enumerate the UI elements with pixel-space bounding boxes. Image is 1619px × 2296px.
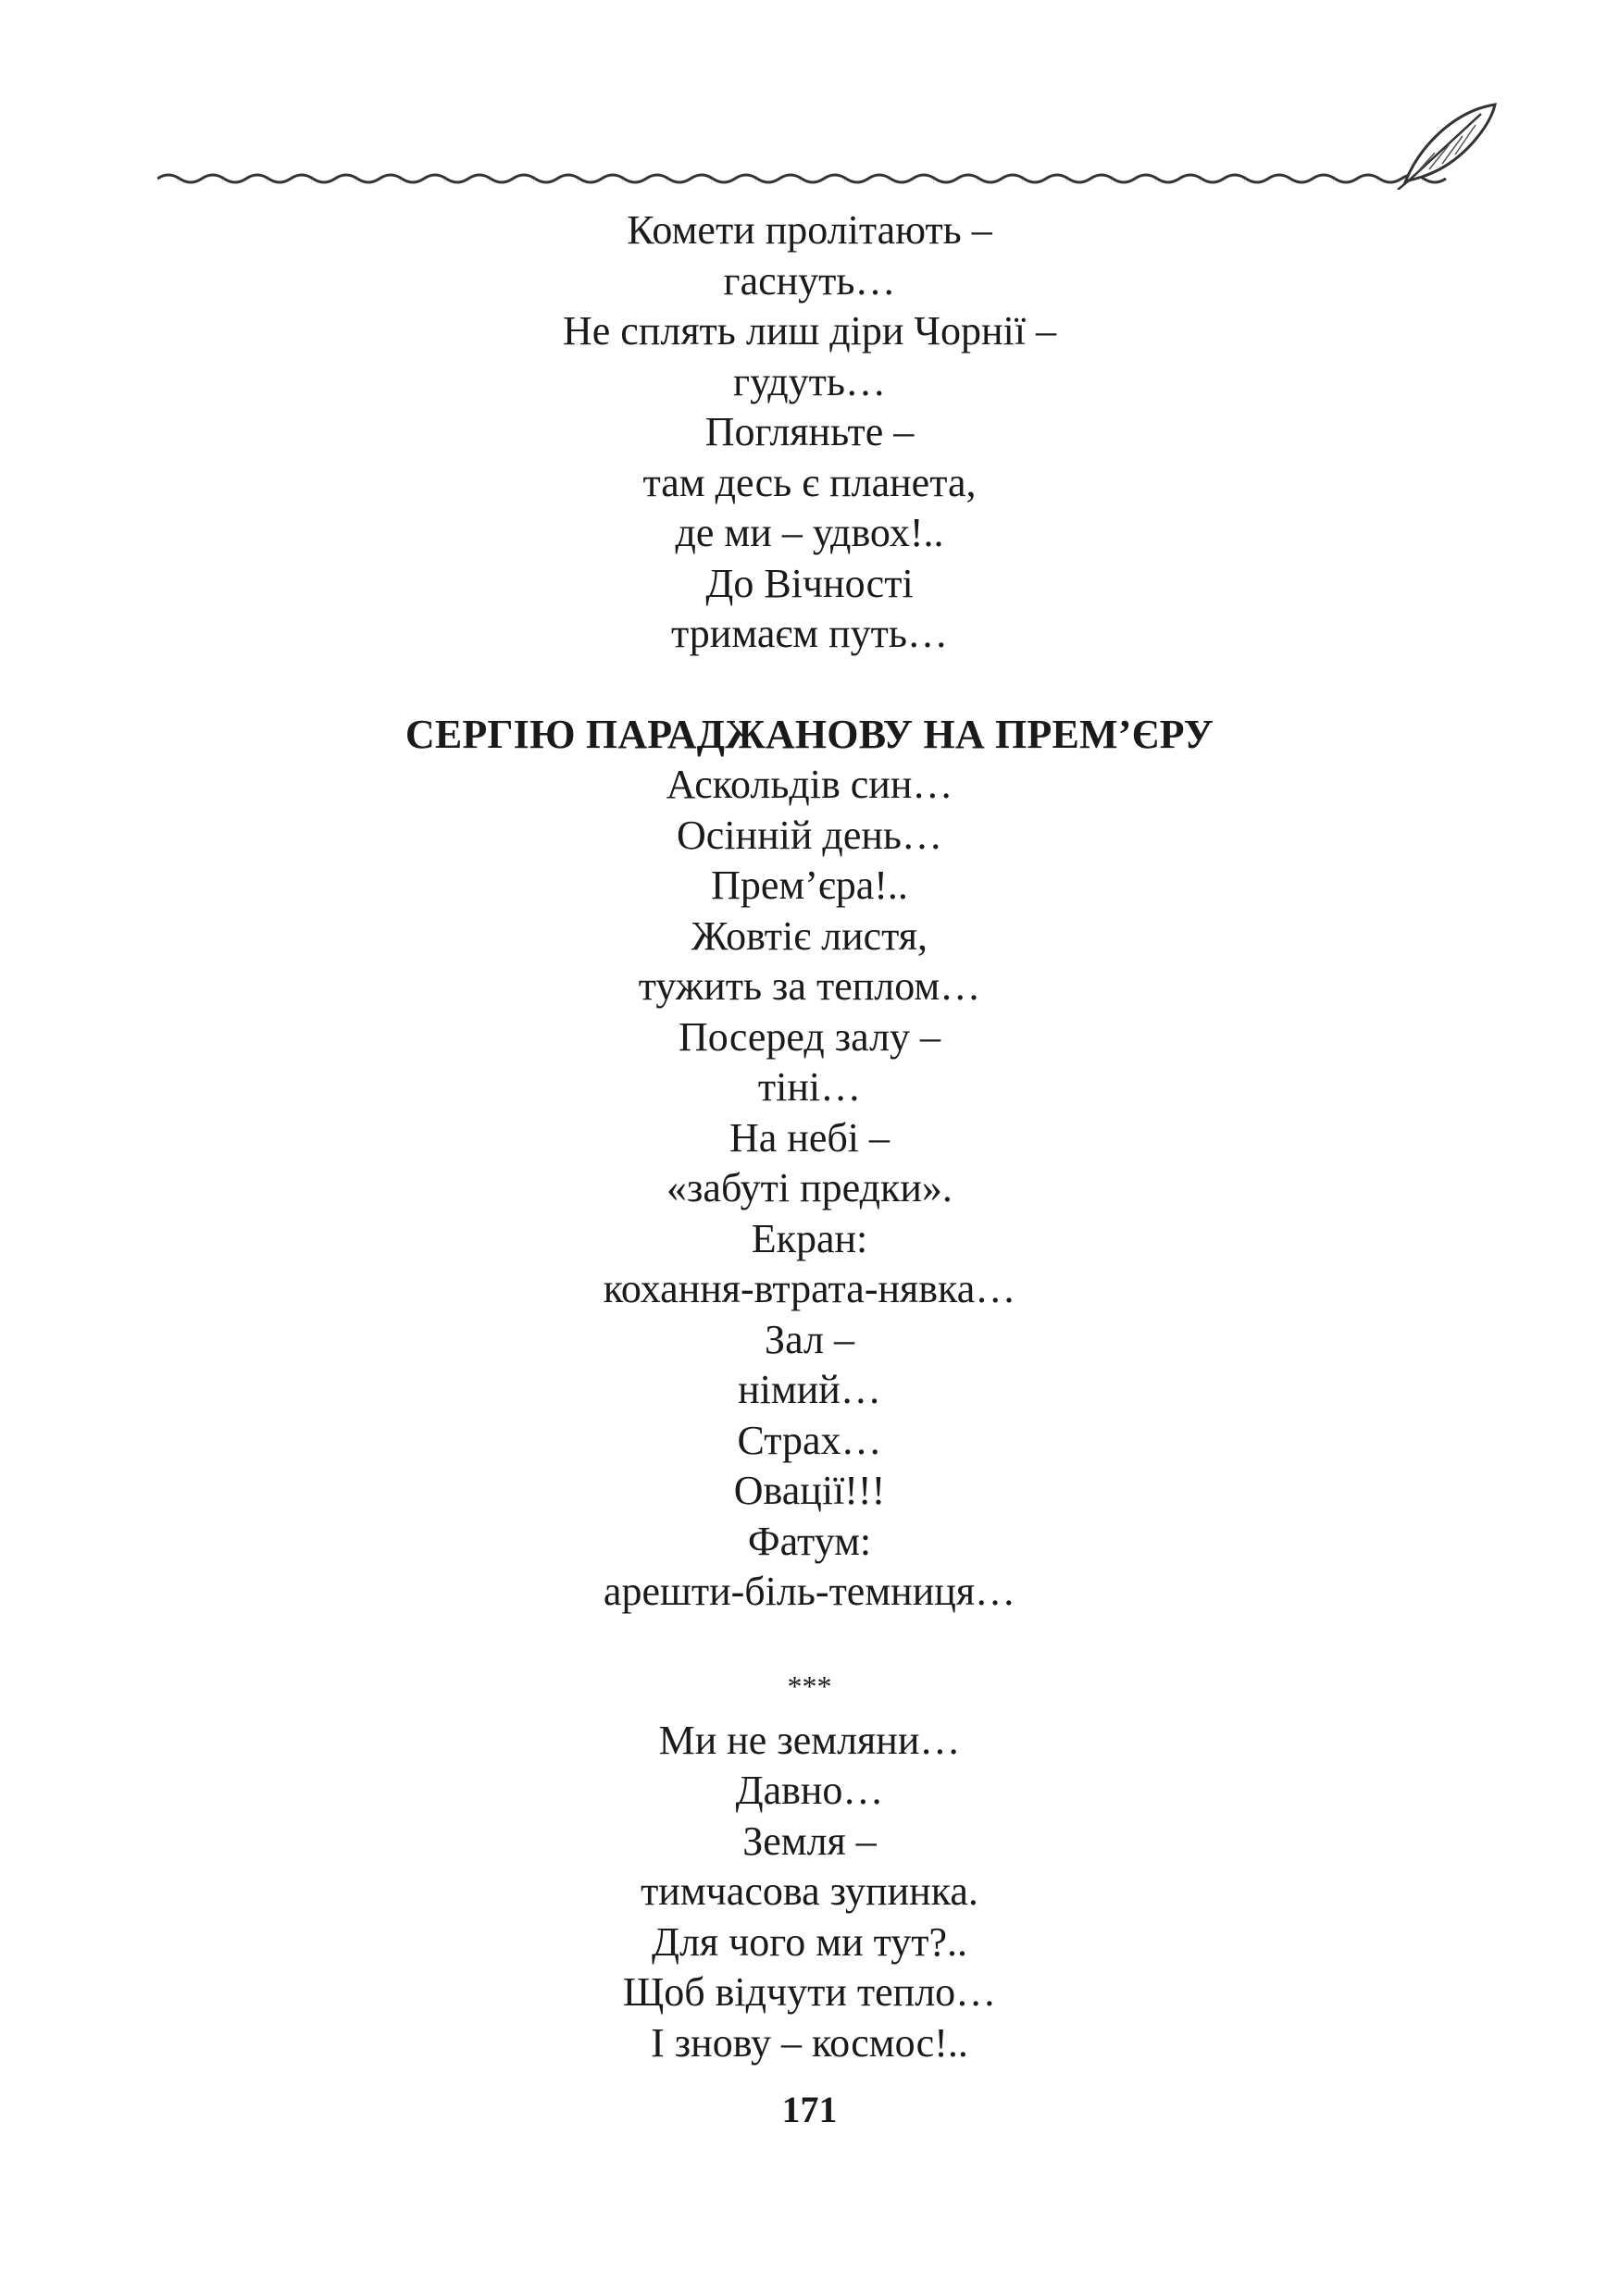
poem-line: Ми не земляни… — [658, 1717, 961, 1763]
section-separator: *** — [787, 1669, 832, 1703]
poem-line: тужить за теплом… — [638, 963, 981, 1009]
poem-line: кохання-втрата-нявка… — [603, 1266, 1016, 1311]
poem-line: «забуті предки». — [666, 1165, 953, 1210]
poem-line: де ми – удвох!.. — [675, 510, 944, 555]
poem-line: Посеред залу – — [678, 1013, 941, 1060]
poem-line: Жовтіє листя, — [691, 912, 928, 959]
poem-line: Комети пролітають – — [627, 207, 992, 253]
poem-line: тіні… — [757, 1064, 862, 1110]
poem-line: Погляньте – — [704, 409, 915, 454]
poem-line: Давно… — [735, 1768, 884, 1813]
poem-untitled — [0, 1668, 1619, 2069]
wave-line-icon — [157, 175, 1446, 182]
poem-line: Для чого ми тут?.. — [651, 1918, 968, 1965]
poem-line: тримаєм путь… — [671, 611, 948, 656]
poem-line: Екран: — [751, 1215, 868, 1261]
poem-comets — [0, 205, 1619, 660]
poem-line: Аскольдів син… — [666, 762, 953, 807]
poem-paradzhanov — [0, 710, 1619, 1618]
poem-line: На небі – — [729, 1114, 890, 1160]
poem-line: Прем’єра!.. — [711, 863, 908, 908]
poem-line: До Вічності — [705, 560, 914, 606]
poem-line: тимчасова зупинка. — [641, 1868, 978, 1914]
poem-line: Зал – — [765, 1316, 854, 1362]
poem-line: Фатум: — [747, 1518, 872, 1564]
quill-feather-icon — [1398, 105, 1495, 190]
header-wave-ornament — [157, 97, 1509, 190]
page-content — [0, 205, 1619, 2068]
poem-line: Страх… — [737, 1417, 882, 1463]
poem-line: німий… — [738, 1367, 881, 1412]
stanza-gap — [0, 660, 1619, 710]
poem-line: гаснуть… — [723, 257, 896, 304]
poem-line: Щоб відчути тепло… — [622, 1969, 997, 2015]
poem-title: СЕРГІЮ ПАРАДЖАНОВУ НА ПРЕМ’ЄРУ — [405, 711, 1214, 757]
poem-line: Осінній день… — [677, 812, 942, 858]
poem-line: І знову – космос!.. — [651, 2019, 968, 2066]
poem-line: Овації!!! — [733, 1468, 886, 1513]
poem-line: там десь є планета, — [642, 459, 977, 505]
poem-line: гудуть… — [733, 358, 886, 404]
poem-line: Земля – — [742, 1818, 877, 1864]
page-number: 171 — [781, 2089, 838, 2130]
stanza-gap — [0, 1618, 1619, 1668]
poem-line: арешти-біль-темниця… — [603, 1569, 1016, 1614]
poem-line: Не сплять лиш діри Чорнії – — [562, 308, 1056, 354]
